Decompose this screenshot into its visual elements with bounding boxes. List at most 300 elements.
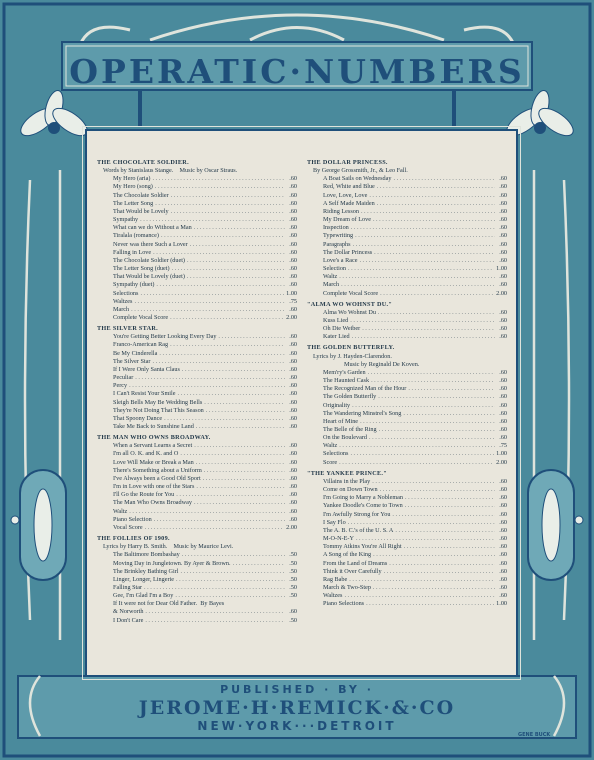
catalog-item <box>307 551 507 559</box>
song-price: .60 <box>499 377 507 385</box>
dot-leader <box>153 249 285 257</box>
song-title: There's Something about a Uniform <box>113 466 202 474</box>
dot-leader <box>182 366 285 374</box>
song-price: .60 <box>499 535 507 543</box>
catalog-item <box>97 508 297 516</box>
catalog-item <box>97 374 297 382</box>
catalog-item <box>307 290 507 298</box>
song-price: .60 <box>289 507 297 515</box>
song-price: .60 <box>499 409 507 417</box>
catalog-item <box>97 551 297 559</box>
dot-leader <box>351 224 495 232</box>
dot-leader <box>156 281 285 289</box>
song-title: Sympathy <box>113 216 139 224</box>
catalog-item <box>97 442 297 450</box>
catalog-item <box>307 224 507 232</box>
song-price: .60 <box>499 417 507 425</box>
dot-leader <box>344 592 495 600</box>
dot-leader <box>204 467 285 475</box>
catalog-item <box>97 390 297 398</box>
dot-leader <box>405 494 495 502</box>
song-title: Sympathy (duet) <box>113 281 155 289</box>
dot-leader <box>194 499 285 507</box>
song-price: .60 <box>289 423 297 430</box>
song-price: .60 <box>499 401 507 409</box>
catalog-panel <box>85 129 518 677</box>
song-title: Love, Love, Love <box>323 191 368 199</box>
catalog-item <box>307 249 507 257</box>
left-catalog-column <box>97 159 297 625</box>
song-price: .75 <box>499 442 507 450</box>
song-title: The Recognized Man of the Hour <box>323 385 407 393</box>
catalog-item <box>97 459 297 467</box>
song-price: .60 <box>289 382 297 390</box>
catalog-item <box>97 192 297 200</box>
dot-leader <box>373 584 495 592</box>
dot-leader <box>405 502 495 510</box>
catalog-item <box>307 192 507 200</box>
song-price: .60 <box>499 543 507 551</box>
song-title: I'm all O. K. and K. and O <box>113 450 179 458</box>
song-title: March <box>113 305 130 313</box>
catalog-item <box>307 317 507 325</box>
catalog-item <box>307 208 507 216</box>
song-price: .60 <box>499 207 507 215</box>
song-price: 2.00 <box>496 289 507 297</box>
song-title: Waltz <box>323 442 338 450</box>
dot-leader <box>134 298 285 306</box>
song-title: Love Will Make or Break a Man <box>113 458 194 466</box>
song-price: .60 <box>499 325 507 333</box>
song-title: Complete Vocal Score <box>323 289 379 297</box>
catalog-item <box>307 442 507 450</box>
song-price: 1.00 <box>496 600 507 608</box>
song-title: I've Always been a Good Old Sport <box>113 474 201 482</box>
song-title: Piano Selections <box>323 600 365 608</box>
song-title: Villains in the Play <box>323 477 371 485</box>
song-price: .60 <box>289 442 297 450</box>
dot-leader <box>368 369 495 377</box>
song-price: .60 <box>289 466 297 474</box>
song-title: The Brinkley Bathing Girl <box>113 567 179 575</box>
song-price: .60 <box>499 486 507 494</box>
song-price: .60 <box>499 175 507 183</box>
catalog-item <box>307 543 507 551</box>
song-price: .60 <box>499 518 507 526</box>
song-price: .60 <box>289 458 297 466</box>
catalog-item <box>97 576 297 584</box>
song-title: The Golden Butterfly <box>323 393 377 401</box>
dot-leader <box>196 483 285 491</box>
song-title: Tommy Atkins You're All Right <box>323 543 402 551</box>
song-price: .60 <box>289 414 297 422</box>
catalog-item <box>307 410 507 418</box>
song-price: .60 <box>289 305 297 313</box>
dot-leader <box>350 317 495 325</box>
song-title: The A. B. C.'s of the U. S. A <box>323 526 394 534</box>
dot-leader <box>373 216 495 224</box>
song-title: That Spoony Dance <box>113 414 163 422</box>
dot-leader <box>196 459 285 467</box>
song-price: 1.00 <box>496 265 507 273</box>
dot-leader <box>171 208 285 216</box>
song-title: My Hero (aria) <box>113 175 151 183</box>
show-heading: THE CHOCOLATE SOLDIER. <box>97 159 189 166</box>
dot-leader <box>129 508 285 516</box>
dot-leader <box>233 560 285 568</box>
catalog-item <box>97 232 297 240</box>
song-title: What can we do Without a Man <box>113 224 192 232</box>
dot-leader <box>369 434 495 442</box>
song-price: .60 <box>289 191 297 199</box>
song-price: 2.00 <box>286 523 297 531</box>
catalog-item <box>307 576 507 584</box>
song-price: .60 <box>289 341 297 349</box>
dot-leader <box>145 524 285 532</box>
song-price: .60 <box>499 510 507 518</box>
song-title: Come on Down Town <box>323 486 378 494</box>
song-title: That Would be Lovely <box>113 207 169 215</box>
dot-leader <box>170 341 285 349</box>
song-price: .50 <box>289 616 297 624</box>
dot-leader <box>341 281 495 289</box>
dot-leader <box>194 442 285 450</box>
song-price: .60 <box>499 281 507 289</box>
song-title: Oh Die Weiber <box>323 325 361 333</box>
song-price: .60 <box>499 526 507 534</box>
catalog-item <box>307 560 507 568</box>
song-title: Mem'ry's Garden <box>323 368 366 376</box>
dot-leader <box>145 617 285 625</box>
show-credits: Music by Reginald De Koven. <box>313 360 420 368</box>
song-title: Linger, Longer, Lingerie <box>113 575 175 583</box>
song-title: Kater Lied <box>323 333 350 341</box>
song-title: Selection <box>323 265 347 273</box>
catalog-item <box>307 216 507 224</box>
page-title: OPERATIC·NUMBERS <box>69 52 525 91</box>
song-price: .60 <box>499 477 507 485</box>
song-price: .60 <box>289 333 297 341</box>
catalog-item <box>97 450 297 458</box>
song-price: .60 <box>289 491 297 499</box>
catalog-item <box>97 350 297 358</box>
song-title: March & Two-Step <box>323 583 371 591</box>
song-price: .60 <box>499 256 507 264</box>
dot-leader <box>362 325 495 333</box>
catalog-item <box>97 273 297 281</box>
catalog-item <box>307 200 507 208</box>
song-title: Rag Babe <box>323 575 348 583</box>
dot-leader <box>140 216 285 224</box>
catalog-item <box>97 281 297 289</box>
dot-leader <box>145 608 285 616</box>
song-title: I Can't Resist Your Smile <box>113 390 176 398</box>
catalog-item <box>307 325 507 333</box>
dot-leader <box>135 374 285 382</box>
catalog-item <box>97 399 297 407</box>
catalog-item <box>307 257 507 265</box>
dot-leader <box>190 241 285 249</box>
dot-leader <box>349 576 495 584</box>
song-price: .60 <box>499 567 507 575</box>
catalog-item <box>307 568 507 576</box>
dot-leader <box>359 257 495 265</box>
dot-leader <box>356 535 495 543</box>
show-credits: By George Grossmith, Jr., & Leo Fall. <box>313 167 408 175</box>
song-title: When a Servant Learns a Secret <box>113 442 193 450</box>
catalog-item <box>97 358 297 366</box>
show-heading: THE MAN WHO OWNS BROADWAY. <box>97 434 211 442</box>
dot-leader <box>154 516 285 524</box>
catalog-item <box>97 208 297 216</box>
song-title: Score <box>323 458 338 466</box>
dot-leader <box>392 511 495 519</box>
catalog-item <box>97 524 297 532</box>
catalog-item <box>97 216 297 224</box>
song-title: Inspection <box>323 224 349 232</box>
song-title: A Self Made Maiden <box>323 199 375 207</box>
song-price: .60 <box>499 273 507 281</box>
artist-signature: GENE BUCK <box>518 732 551 738</box>
song-title: Typewriting <box>323 232 354 240</box>
song-price: .60 <box>289 365 297 373</box>
catalog-item <box>97 608 297 616</box>
song-title: Originality <box>323 401 351 409</box>
show-heading: THE SILVER STAR. <box>97 325 159 333</box>
dot-leader <box>177 390 285 398</box>
dot-leader <box>339 442 495 450</box>
song-price: .60 <box>499 308 507 316</box>
song-price: .60 <box>289 450 297 458</box>
song-title: The Letter Song <box>113 199 154 207</box>
song-price: .60 <box>289 390 297 398</box>
song-title: Gee, I'm Glad I'm a Boy <box>113 592 174 600</box>
song-price: .60 <box>289 398 297 406</box>
song-price: .60 <box>499 368 507 376</box>
catalog-item <box>307 309 507 317</box>
show-credits: Lyrics by J. Hayden-Clarendon. <box>313 352 392 360</box>
song-price: .60 <box>499 199 507 207</box>
song-price: 2.00 <box>286 313 297 321</box>
catalog-item <box>97 183 297 191</box>
catalog-item <box>307 402 507 410</box>
dot-leader <box>144 584 285 592</box>
song-title: The Wandering Minstrel's Song <box>323 409 402 417</box>
catalog-item <box>97 475 297 483</box>
catalog-item <box>97 333 297 341</box>
song-price: .60 <box>499 240 507 248</box>
song-title: Waltzes <box>113 297 133 305</box>
dot-leader <box>129 382 285 390</box>
catalog-item <box>307 265 507 273</box>
catalog-item <box>307 486 507 494</box>
catalog-item <box>307 418 507 426</box>
dot-leader <box>348 265 494 273</box>
catalog-item <box>307 241 507 249</box>
dot-leader <box>380 290 494 298</box>
dot-leader <box>182 551 285 559</box>
song-title: They're Not Doing That This Season <box>113 406 204 414</box>
song-title: Red, White and Blue <box>323 183 375 191</box>
song-title: Complete Vocal Score <box>113 313 169 321</box>
song-price: .60 <box>289 216 297 224</box>
song-title: Franco-American Rag <box>113 341 169 349</box>
show-credits: Words by Stanislaus Stange. Music by Oscar Straus. <box>103 167 238 175</box>
dot-leader <box>155 183 285 191</box>
catalog-item <box>307 434 507 442</box>
song-price: 2.00 <box>496 458 507 466</box>
song-price: .60 <box>289 357 297 365</box>
song-price: .50 <box>289 551 297 559</box>
song-title: I'll Go the Route for You <box>113 491 175 499</box>
dot-leader <box>389 560 495 568</box>
song-title: I Don't Care <box>113 616 144 624</box>
song-title: The Man Who Owns Broadway <box>113 499 192 507</box>
catalog-item <box>97 200 297 208</box>
catalog-item <box>97 483 297 491</box>
catalog-item <box>307 369 507 377</box>
song-title: A Boat Sails on Wednesday <box>323 175 392 183</box>
song-title: March <box>323 281 340 289</box>
song-title: Vocal Score <box>113 523 143 531</box>
song-price: .60 <box>499 559 507 567</box>
catalog-item <box>97 306 297 314</box>
song-price: .60 <box>289 608 297 616</box>
catalog-item <box>307 459 507 467</box>
left-flower-icon <box>16 89 91 141</box>
song-title: Selections <box>323 450 349 458</box>
song-title: From the Land of Dreams <box>323 559 388 567</box>
catalog-item <box>97 415 297 423</box>
song-title: Sleigh Bells May Be Wedding Bells <box>113 398 203 406</box>
song-title: Yankee Doodle's Come to Town <box>323 502 403 510</box>
dot-leader <box>374 249 495 257</box>
dot-leader <box>194 224 285 232</box>
catalog-item <box>97 499 297 507</box>
dot-leader <box>404 543 495 551</box>
dot-leader <box>339 273 495 281</box>
dot-leader <box>377 200 495 208</box>
song-title: I'm Going to Marry a Nobleman <box>323 494 403 502</box>
catalog-item <box>97 617 297 625</box>
song-title: The Haunted Cask <box>323 377 370 385</box>
dot-leader <box>352 402 495 410</box>
song-price: .60 <box>289 224 297 232</box>
song-title: M-O-N-E-Y <box>323 535 354 543</box>
song-price: .60 <box>499 224 507 232</box>
song-price: .60 <box>499 592 507 600</box>
dot-leader <box>164 415 285 423</box>
song-price: .60 <box>289 474 297 482</box>
song-title: My Dream of Love <box>323 216 371 224</box>
dot-leader <box>361 208 495 216</box>
dot-leader <box>155 200 285 208</box>
song-price: .60 <box>289 207 297 215</box>
dot-leader <box>379 426 495 434</box>
catalog-item <box>97 560 297 568</box>
song-title: Selections <box>113 289 139 297</box>
song-title: & Norworth <box>113 608 144 616</box>
dot-leader <box>172 265 285 273</box>
publisher-name: JEROME·H·REMICK·&·CO <box>138 697 456 719</box>
song-title: Be My Cinderella <box>113 349 158 357</box>
dot-leader <box>377 183 495 191</box>
catalog-item <box>307 519 507 527</box>
song-price: .60 <box>289 374 297 382</box>
dot-leader <box>355 232 495 240</box>
song-title: On the Boulevard <box>323 434 367 442</box>
catalog-item <box>307 535 507 543</box>
song-price: .60 <box>499 583 507 591</box>
song-price: .60 <box>289 273 297 281</box>
catalog-item <box>307 232 507 240</box>
song-title: Alma Wo Wohnst Du <box>323 308 376 316</box>
dot-leader <box>408 385 495 393</box>
dot-leader <box>131 306 285 314</box>
dot-leader <box>372 478 495 486</box>
dot-leader <box>203 475 285 483</box>
catalog-item <box>97 298 297 306</box>
song-title: Think it Over Carefully <box>323 567 382 575</box>
dot-leader <box>350 450 494 458</box>
dot-leader <box>366 600 494 608</box>
dot-leader <box>384 568 495 576</box>
song-price: .60 <box>289 281 297 289</box>
song-price: .60 <box>499 502 507 510</box>
song-price: .60 <box>289 406 297 414</box>
dot-leader <box>152 358 285 366</box>
dot-leader <box>373 551 495 559</box>
song-price: .60 <box>289 483 297 491</box>
dot-leader <box>180 568 285 576</box>
song-title: Waltzes <box>323 592 343 600</box>
catalog-item <box>307 502 507 510</box>
song-title: Waltz <box>323 273 338 281</box>
dot-leader <box>180 450 285 458</box>
song-price: .60 <box>499 393 507 401</box>
song-title: Peculiar <box>113 374 134 382</box>
publisher-cities: NEW·YORK···DETROIT <box>197 719 397 733</box>
catalog-item <box>97 224 297 232</box>
song-price: .60 <box>289 349 297 357</box>
dot-leader <box>159 350 285 358</box>
song-price: .50 <box>289 592 297 600</box>
dot-leader <box>171 192 285 200</box>
published-by-line: PUBLISHED · BY · <box>220 683 374 696</box>
song-price: .75 <box>289 297 297 305</box>
song-title: I'm Awfully Strong for You <box>323 510 391 518</box>
show-heading: THE DOLLAR PRINCESS. <box>307 159 388 166</box>
song-title: Heart of Mine <box>323 417 359 425</box>
catalog-item <box>97 491 297 499</box>
catalog-item <box>97 382 297 390</box>
song-title: Percy <box>113 382 128 390</box>
song-title: Take Me Back to Sunshine Land <box>113 423 194 430</box>
dot-leader <box>204 399 285 407</box>
catalog-item <box>97 584 297 592</box>
catalog-item <box>307 385 507 393</box>
song-price: .60 <box>499 333 507 341</box>
song-price: .50 <box>289 575 297 583</box>
song-title: If I Were Only Santa Claus <box>113 365 180 373</box>
song-title: The Letter Song (duet) <box>113 265 170 273</box>
catalog-item <box>307 426 507 434</box>
catalog-item <box>97 290 297 298</box>
song-price: .60 <box>499 316 507 324</box>
song-price: .60 <box>289 175 297 183</box>
song-title: My Hero (song) <box>113 183 153 191</box>
song-title: The Belle of the Ring <box>323 426 377 433</box>
